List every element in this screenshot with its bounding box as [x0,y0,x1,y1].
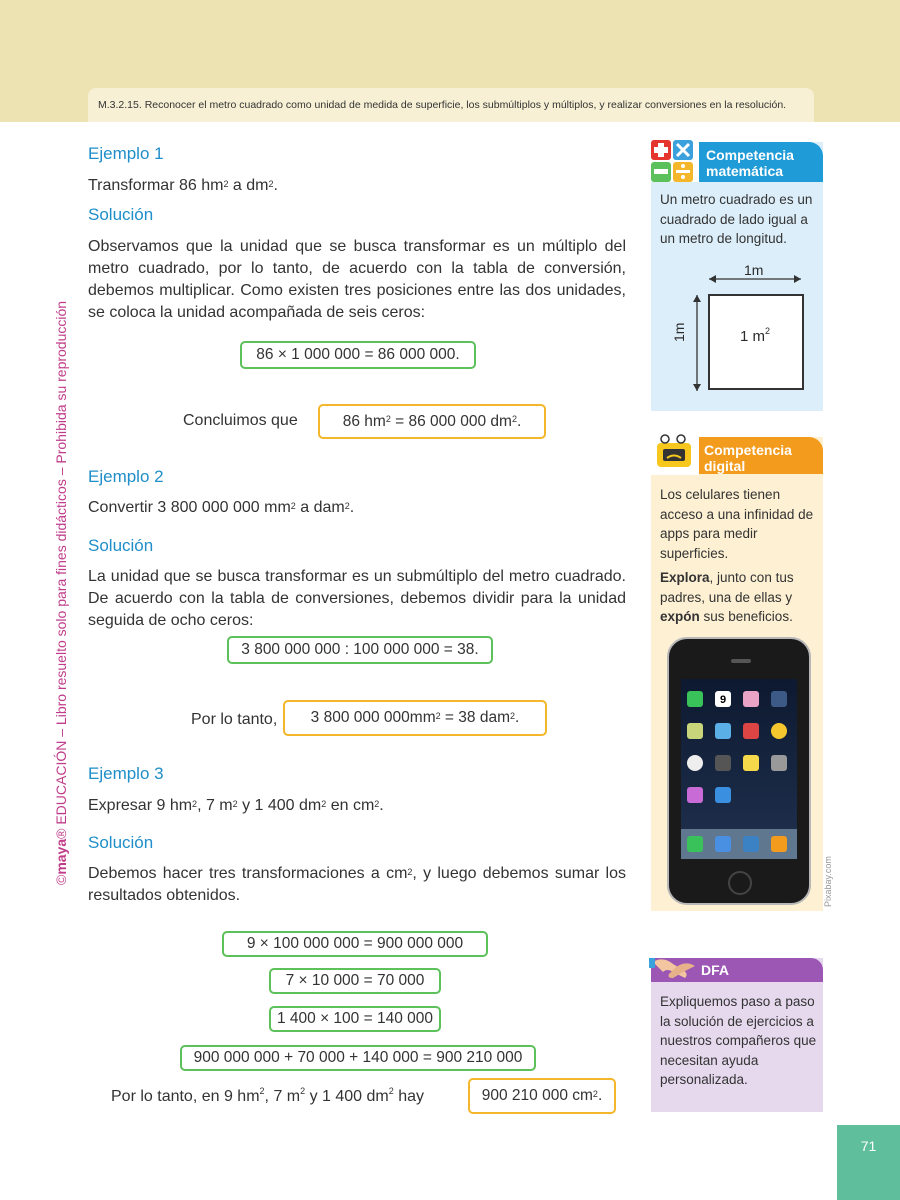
camera-app-icon [771,691,787,707]
ejemplo2-prompt: Convertir 3 800 000 000 $mm^2$ a dam$^2$. [88,499,355,516]
maps-app-icon [687,723,703,739]
calendar-app-icon: 9 [715,691,731,707]
dfa-text: Expliquemos paso a paso la solución de ejercicios a nuestros compañeros que necesitan ayuda personalizada. [660,994,817,1087]
side-dimension-label: 1m [671,322,687,342]
ejemplo2-solution-title: Solución [88,536,154,555]
notes-app-icon [743,755,759,771]
phone-screen [681,679,797,859]
phone-dock [681,829,797,859]
competencia-matematica-text: Un metro cuadrado es un cuadrado de lado igual a un metro de longitud. [660,192,813,246]
ejemplo3-calc3-box: 1 400 × 100 = 140 000 [269,1006,441,1032]
ejemplo1-solution-text: Observamos que la unidad que se busca transformar es un múltiplo del metro cuadrado, por lo tanto, de acuerdo con la tabla de conversión, debemos multiplicar. Como existen tres posiciones entre las dos unidades, se coloca la unidad acompañada de seis ceros: [88,238,626,321]
ejemplo2-solution-text: La unidad que se busca transformar es un submúltiplo del metro cuadrado. De acuerdo con la tabla de conversiones, debemos dividir para la unidad seguida de ocho ceros: [88,568,626,629]
clock-app-icon [687,755,703,771]
itunes-app-icon [687,787,703,803]
calculator-app-icon [715,755,731,771]
ejemplo1-title: Ejemplo 1 [88,144,164,163]
copyright-symbol: © [53,874,69,885]
mail-app-icon [715,836,731,852]
ejemplo1-solution-title: Solución [88,205,154,224]
competencia-digital-text: Los celulares tienen acceso a una infinidad de apps para medir superficies. [660,487,814,561]
safari-app-icon [743,836,759,852]
competencia-matematica-panel [651,142,823,411]
phone-speaker [731,659,751,663]
home-button [728,871,752,895]
ejemplo1-calc-box: 86 × 1 000 000 = 86 000 000. [240,341,476,369]
ejemplo3-result-box: 900 210 000 $cm^2$. [468,1078,616,1114]
competencia-digital-title: Competencia digital [704,442,792,474]
ejemplo2-result-box: 3 800 000 $000mm^2 = 38$ dam$^2$. [283,700,547,736]
ejemplo3-calc2-box: 7 × 10 000 = 70 000 [269,968,441,994]
brand-logo-text: maya [53,838,69,875]
page-number: 71 [837,1125,900,1200]
competencia-matematica-title: Competencia matemática [706,147,794,179]
ejemplo2-conclude-label: Por lo tanto, [191,711,278,728]
dfa-title: DFA [701,962,729,978]
ejemplo2-calc-box: 3 800 000 000 : 100 000 000 = 38. [227,636,493,664]
copyright-side-text [53,300,77,885]
area-label: 1 $m^2$ [740,326,771,345]
ejemplo1-conclude-label: Concluimos que [183,412,298,429]
photos-app-icon [743,691,759,707]
ejemplo1-result-box: 86 $hm^2 = 86$ 000 000 $dm^2$. [318,404,546,439]
system-settings-icon [771,755,787,771]
phone-app-icon [687,836,703,852]
appstore-app-icon [715,787,731,803]
competencia-digital-task: Explora, junto con tus padres, una de ellas y expón sus beneficios. [660,570,794,624]
ejemplo3-prompt: Expresar 9 $hm^2$, 7 $m^2$ y 1 400 $dm^2$ en $cm^2$. [88,797,384,814]
ejemplo3-solution-title: Solución [88,833,154,852]
ejemplo3-solution-text: Debemos hacer tres transformaciones a $cm^2$, y luego debemos sumar los resultados obtenidos. [88,865,627,904]
image-credit: Pixabay.com [823,856,833,907]
handshake-icon [649,952,699,984]
sms-app-icon [687,691,703,707]
top-dimension-label: 1m [744,262,764,278]
curriculum-standard [88,88,814,122]
youtube-app-icon [743,723,759,739]
ejemplo3-calc1-box: 9 × 100 000 000 = 900 000 000 [222,931,488,957]
ejemplo2-title: Ejemplo 2 [88,467,164,486]
ejemplo1-prompt: Transformar 86 $hm^2$ a $dm^2$. [88,177,278,194]
robot-icon [651,433,697,475]
competencia-digital-panel [651,437,833,911]
weather-app-icon [715,723,731,739]
ipod-app-icon [771,836,787,852]
copyright-notice: ® EDUCACIÓN – Libro resuelto solo para fines didácticos – Prohibida su reproducción [53,300,69,839]
ejemplo3-conclude-label: Por lo tanto, en 9 $hm^2$, 7 $m^2$ y 1 400 $dm^2$ hay [111,1086,424,1105]
settings-app-icon [771,723,787,739]
math-operations-icon [649,138,699,184]
dfa-panel [651,958,823,1112]
ejemplo3-calc4-box: 900 000 000 + 70 000 + 140 000 = 900 210 000 [180,1045,536,1071]
standard-text: M.3.2.15. Reconocer el metro cuadrado como unidad de medida de superficie, los submúltiplos y múltiplos, y realizar conversiones en la resolución. [98,99,787,111]
ejemplo3-title: Ejemplo 3 [88,764,164,783]
smartphone-image [667,637,811,905]
